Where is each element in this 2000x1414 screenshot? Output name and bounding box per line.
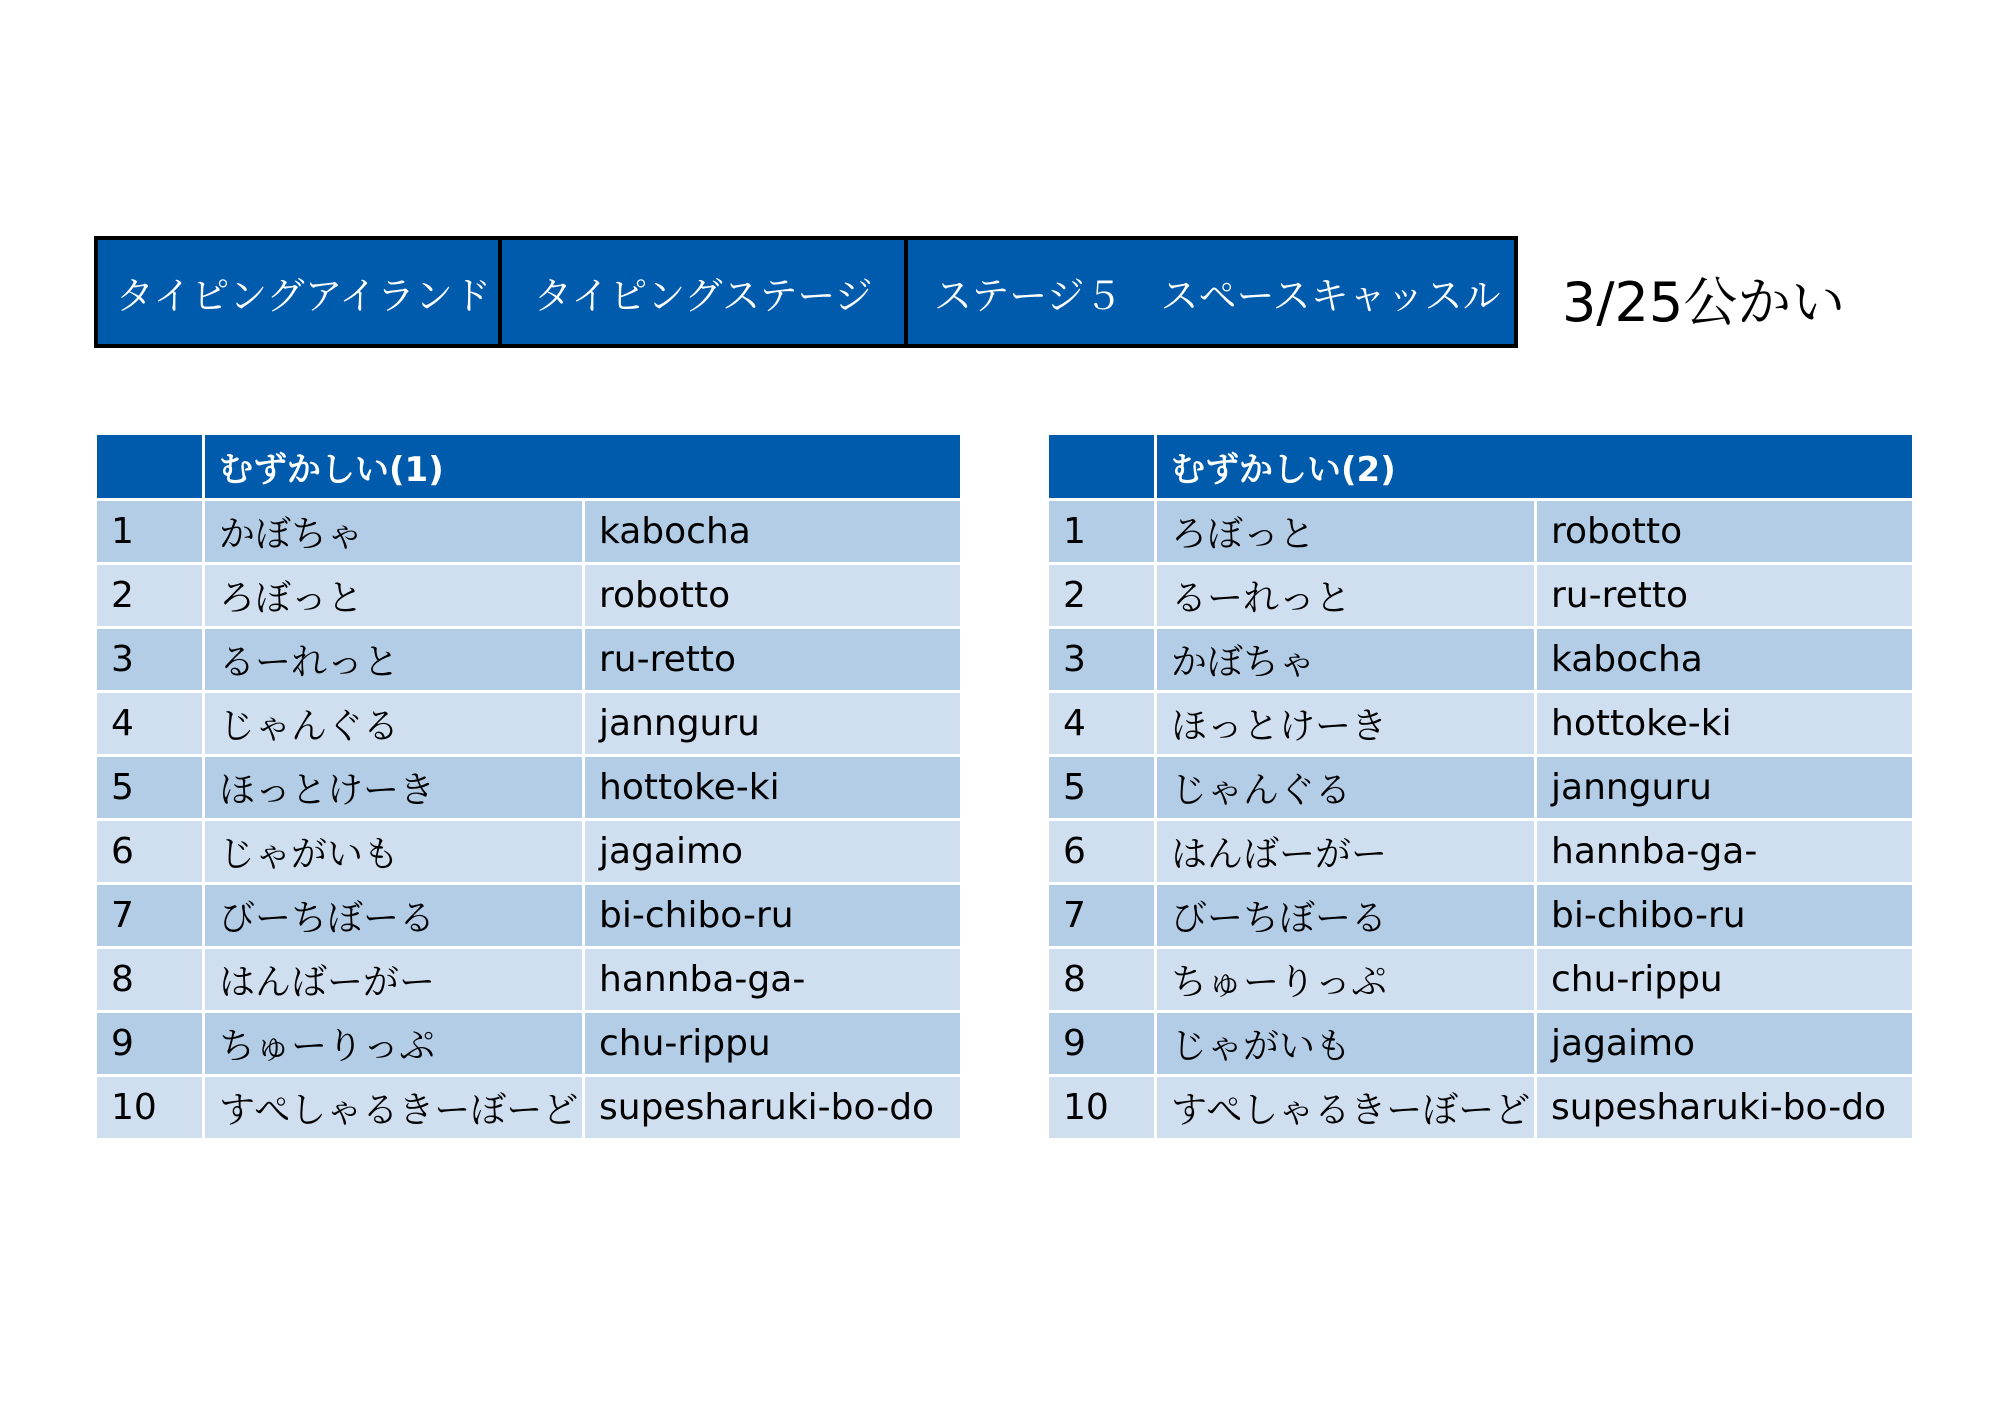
row-number: 5: [96, 756, 204, 820]
word-kana: びーちぼーる: [1156, 884, 1536, 948]
row-number: 10: [96, 1076, 204, 1140]
table-header-row: [1048, 434, 1914, 500]
title-banner: [94, 236, 1518, 348]
row-number: 5: [1048, 756, 1156, 820]
table-row: [96, 628, 962, 692]
word-kana: ろぼっと: [1156, 500, 1536, 564]
word-kana: すぺしゃるきーぼーど: [1156, 1076, 1536, 1140]
row-number: 4: [96, 692, 204, 756]
word-table-1: [94, 432, 963, 1141]
release-date: 3/25公かい: [1562, 271, 1846, 334]
word-romaji: hannba-ga-: [1536, 820, 1914, 884]
row-number: 8: [96, 948, 204, 1012]
word-romaji: jagaimo: [584, 820, 962, 884]
word-kana: はんばーがー: [204, 948, 584, 1012]
word-kana: かぼちゃ: [1156, 628, 1536, 692]
word-kana: はんばーがー: [1156, 820, 1536, 884]
word-romaji: hottoke-ki: [584, 756, 962, 820]
row-number: 7: [1048, 884, 1156, 948]
row-number: 7: [96, 884, 204, 948]
table-row: [1048, 756, 1914, 820]
word-kana: びーちぼーる: [204, 884, 584, 948]
row-number: 4: [1048, 692, 1156, 756]
word-romaji: bi-chibo-ru: [1536, 884, 1914, 948]
table-title: むずかしい(1): [204, 434, 962, 500]
word-romaji: supesharuki-bo-do: [1536, 1076, 1914, 1140]
row-number: 2: [1048, 564, 1156, 628]
word-romaji: ru-retto: [584, 628, 962, 692]
row-number: 9: [96, 1012, 204, 1076]
word-kana: かぼちゃ: [204, 500, 584, 564]
table-row: [96, 1076, 962, 1140]
row-number: 3: [1048, 628, 1156, 692]
row-number: 3: [96, 628, 204, 692]
word-romaji: robotto: [1536, 500, 1914, 564]
header-number-cell: [96, 434, 204, 500]
word-kana: じゃがいも: [204, 820, 584, 884]
row-number: 1: [1048, 500, 1156, 564]
table-row: [96, 884, 962, 948]
table-row: [96, 948, 962, 1012]
word-kana: じゃんぐる: [204, 692, 584, 756]
word-romaji: chu-rippu: [584, 1012, 962, 1076]
row-number: 2: [96, 564, 204, 628]
word-romaji: hottoke-ki: [1536, 692, 1914, 756]
word-kana: るーれっと: [1156, 564, 1536, 628]
word-kana: ちゅーりっぷ: [204, 1012, 584, 1076]
word-romaji: jannguru: [584, 692, 962, 756]
row-number: 8: [1048, 948, 1156, 1012]
table-row: [1048, 628, 1914, 692]
row-number: 9: [1048, 1012, 1156, 1076]
banner-stage: タイピングステージ: [502, 240, 908, 344]
banner-island: タイピングアイランド: [98, 240, 502, 344]
table-row: [96, 564, 962, 628]
header-number-cell: [1048, 434, 1156, 500]
table-row: [1048, 692, 1914, 756]
word-romaji: jagaimo: [1536, 1012, 1914, 1076]
word-romaji: bi-chibo-ru: [584, 884, 962, 948]
word-romaji: hannba-ga-: [584, 948, 962, 1012]
table-row: [1048, 1076, 1914, 1140]
table-row: [1048, 948, 1914, 1012]
table-row: [1048, 1012, 1914, 1076]
word-kana: じゃんぐる: [1156, 756, 1536, 820]
table-row: [1048, 820, 1914, 884]
word-kana: ほっとけーき: [204, 756, 584, 820]
word-romaji: chu-rippu: [1536, 948, 1914, 1012]
table-row: [1048, 500, 1914, 564]
row-number: 10: [1048, 1076, 1156, 1140]
table-row: [96, 756, 962, 820]
table-row: [1048, 884, 1914, 948]
table-row: [96, 500, 962, 564]
word-romaji: kabocha: [584, 500, 962, 564]
row-number: 6: [96, 820, 204, 884]
banner-stage-name: ステージ５ スペースキャッスル: [908, 240, 1514, 344]
word-romaji: kabocha: [1536, 628, 1914, 692]
word-kana: ろぼっと: [204, 564, 584, 628]
word-kana: るーれっと: [204, 628, 584, 692]
table-title: むずかしい(2): [1156, 434, 1914, 500]
table-row: [96, 692, 962, 756]
word-romaji: robotto: [584, 564, 962, 628]
table-header-row: [96, 434, 962, 500]
word-kana: ほっとけーき: [1156, 692, 1536, 756]
table-row: [1048, 564, 1914, 628]
table-row: [96, 820, 962, 884]
word-table-2: [1046, 432, 1915, 1141]
table-row: [96, 1012, 962, 1076]
word-kana: ちゅーりっぷ: [1156, 948, 1536, 1012]
word-romaji: supesharuki-bo-do: [584, 1076, 962, 1140]
word-romaji: jannguru: [1536, 756, 1914, 820]
word-romaji: ru-retto: [1536, 564, 1914, 628]
word-kana: じゃがいも: [1156, 1012, 1536, 1076]
word-kana: すぺしゃるきーぼーど: [204, 1076, 584, 1140]
row-number: 6: [1048, 820, 1156, 884]
row-number: 1: [96, 500, 204, 564]
